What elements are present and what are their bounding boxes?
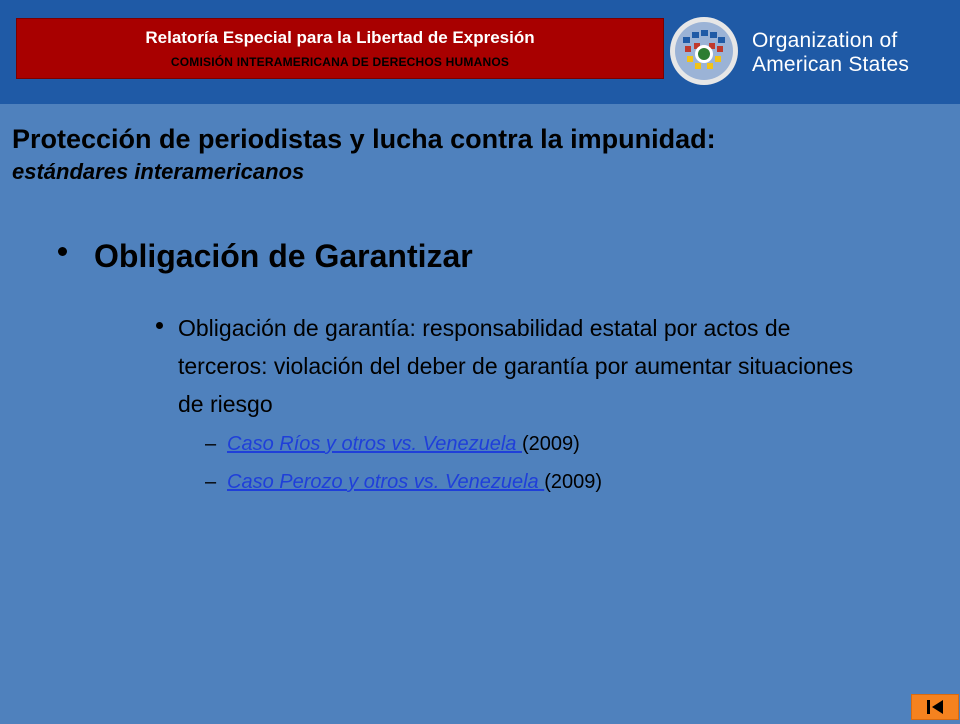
bullet-level2: Obligación de garantía: responsabilidad estatal por actos de terceros: violación del deber de garantía por aumentar situaciones de riesgo [178, 315, 854, 417]
oas-name-line1: Organization of [752, 29, 898, 52]
skip-to-start-icon [912, 695, 958, 719]
case-item [205, 430, 580, 458]
case-year: (2009) [544, 471, 603, 493]
dash: – [205, 471, 217, 493]
case-link-rios[interactable]: Caso Ríos y otros vs. Venezuela [227, 433, 522, 455]
slide-title [12, 122, 942, 186]
dash: – [205, 433, 217, 455]
oas-name-line2: American States [752, 53, 910, 76]
oas-name [752, 29, 909, 77]
rele-banner [16, 18, 664, 79]
case-link-perozo[interactable]: Caso Perozo y otros vs. Venezuela [227, 471, 545, 493]
bullet-level1: Obligación de Garantizar [94, 238, 473, 274]
bullet-dot-level2 [156, 322, 163, 329]
oas-seal-logo [669, 16, 739, 86]
banner-title: Relatoría Especial para la Libertad de Expresión [145, 28, 535, 47]
slide-title-main: Protección de periodistas y lucha contra la impunidad: [12, 124, 716, 154]
case-year: (2009) [521, 433, 580, 455]
banner-subtitle: COMISIÓN INTERAMERICANA DE DERECHOS HUMANOS [170, 55, 510, 69]
case-item [205, 468, 602, 496]
slide-subtitle: estándares interamericanos [12, 159, 305, 184]
bullet-dot-level1 [58, 247, 67, 256]
first-slide-button[interactable] [911, 694, 959, 720]
